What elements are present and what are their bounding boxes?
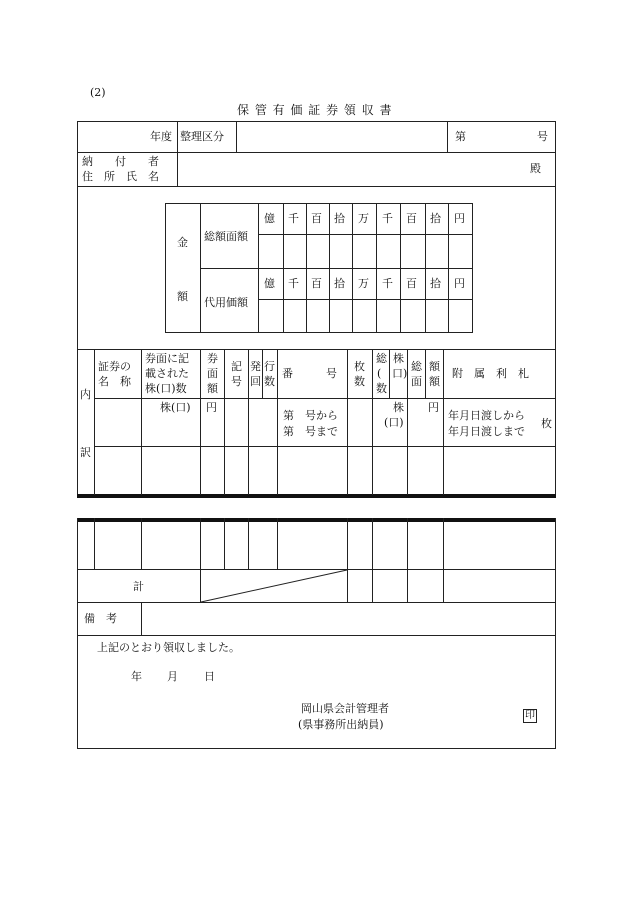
coupon-to: 年月日渡しまで [448, 425, 525, 438]
amount-label-top: 金 [177, 236, 188, 249]
payer-name-field[interactable] [178, 153, 518, 185]
col-share-count: 券面に記 [145, 352, 189, 365]
col-total-shares: 総 [376, 352, 387, 365]
total-shares-unit: 株 [393, 401, 404, 414]
seal-icon: 印 [525, 710, 535, 721]
digit-label: 拾 [334, 277, 345, 290]
receipt-statement: 上記のとおり領収しました。 [97, 641, 240, 654]
date-day: 日 [204, 670, 215, 683]
fiscal-year-label: 年度 [150, 130, 172, 143]
col-issue-series: 発 [250, 360, 261, 373]
digit-label: 百 [311, 212, 322, 225]
digit-label: 億 [264, 277, 275, 290]
page-title: 保 管 有 価 証 券 領 収 書 [237, 103, 393, 117]
coupon-from: 年月日渡しから [448, 409, 525, 422]
col-face-value: 面 [207, 367, 218, 380]
payer-label-line2: 住 所 氏 名 [82, 170, 159, 183]
breakdown-side-bottom: 訳 [80, 446, 91, 459]
shares-unit: 株(口) [160, 401, 191, 414]
col-face-value: 額 [207, 382, 218, 395]
total-diagonal-line [200, 569, 348, 603]
col-security-name: 名 称 [98, 375, 131, 388]
number-from: 第 号から [283, 409, 338, 422]
digit-label: 拾 [334, 212, 345, 225]
date-year: 年 [131, 670, 142, 683]
digit-label: 百 [406, 212, 417, 225]
col-coupon: 附 属 利 札 [452, 367, 529, 380]
form-number: (2) [90, 86, 106, 99]
digit-label: 億 [264, 212, 275, 225]
digit-label: 千 [288, 212, 299, 225]
issuer-title: 岡山県会計管理者 [301, 702, 389, 715]
digit-label: 百 [311, 277, 322, 290]
col-issue-series: 行 [264, 360, 275, 373]
col-total-face: 面 [411, 375, 422, 388]
digit-label: 万 [358, 277, 369, 290]
receipt-number-field[interactable] [470, 122, 532, 151]
number-prefix: 第 [455, 130, 466, 143]
issuer-subtitle: (県事務所出納員) [298, 718, 384, 731]
col-total-face: 額 [429, 375, 440, 388]
total-face-unit: 円 [428, 401, 439, 414]
digit-label: 千 [382, 277, 393, 290]
honorific: 殿 [530, 162, 541, 175]
digit-label: 千 [288, 277, 299, 290]
col-total-shares: 数 [376, 382, 387, 395]
col-total-shares: 口) [392, 367, 408, 380]
col-symbol: 号 [231, 375, 242, 388]
category-field[interactable] [237, 122, 446, 151]
substitute-value-label: 代用価額 [204, 296, 248, 309]
col-issue-series: 数 [264, 375, 275, 388]
digit-label: 百 [406, 277, 417, 290]
digit-label: 円 [454, 277, 465, 290]
digit-label: 円 [454, 212, 465, 225]
col-face-value: 券 [207, 352, 218, 365]
total-face-label: 総額面額 [204, 230, 248, 243]
col-serial-number: 番 号 [282, 367, 337, 380]
digit-label: 万 [358, 212, 369, 225]
digit-label: 拾 [430, 277, 441, 290]
total-shares-unit: (口) [384, 416, 404, 429]
payer-label-line1: 納 付 者 [82, 155, 159, 168]
breakdown-side-top: 内 [80, 388, 91, 401]
col-issue-series: 回 [250, 375, 261, 388]
remarks-field[interactable] [142, 603, 554, 634]
digit-label: 千 [382, 212, 393, 225]
digit-label: 拾 [430, 212, 441, 225]
col-total-shares: ( [377, 367, 382, 380]
number-suffix: 号 [537, 130, 548, 143]
face-unit: 円 [206, 401, 217, 414]
col-symbol: 記 [231, 360, 242, 373]
col-total-shares: 株 [393, 352, 404, 365]
col-sheet-count: 枚 [354, 360, 365, 373]
col-total-face: 総 [411, 360, 422, 373]
col-share-count: 株(口)数 [145, 382, 187, 395]
amount-label-bottom: 額 [177, 290, 188, 303]
remarks-label: 備 考 [84, 612, 117, 625]
col-share-count: 載された [145, 367, 189, 380]
category-label: 整理区分 [180, 130, 224, 143]
coupon-unit: 枚 [541, 417, 552, 430]
col-sheet-count: 数 [354, 375, 365, 388]
col-total-face: 額 [429, 360, 440, 373]
number-to: 第 号まで [283, 425, 338, 438]
total-label: 計 [133, 580, 144, 593]
date-month: 月 [167, 670, 178, 683]
col-security-name: 証券の [98, 360, 131, 373]
